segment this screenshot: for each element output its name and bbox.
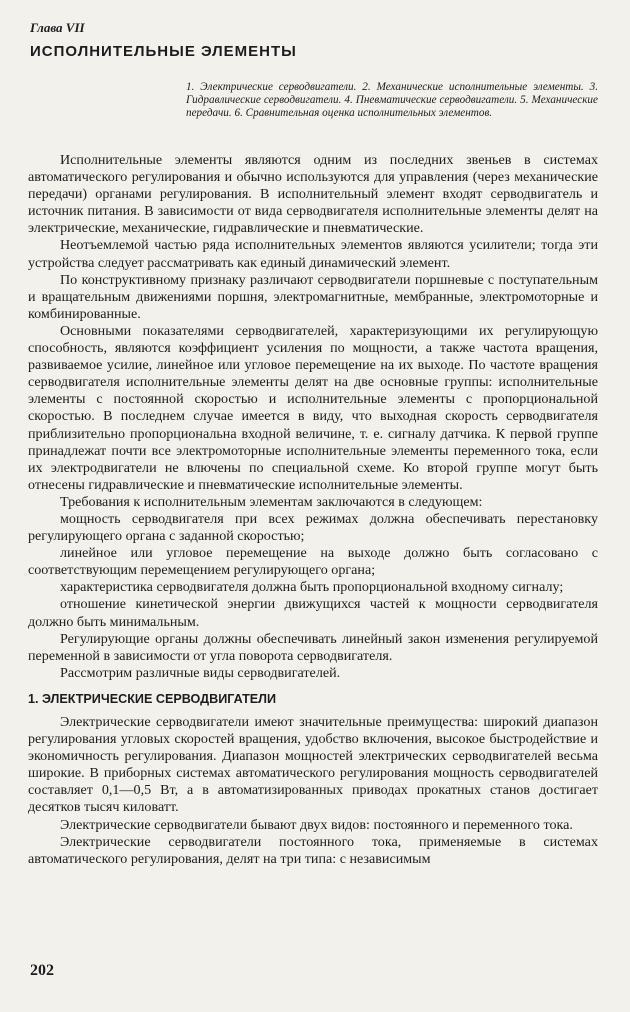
requirement-item: линейное или угловое перемещение на выходе должно быть согласовано с соответствующим перемещением регулирующего органа; (28, 545, 598, 579)
paragraph: Требования к исполнительным элементам заключаются в следующем: (60, 493, 483, 510)
requirement-item: характеристика серводвигателя должна быть пропорциональной входному сигналу; (60, 579, 564, 596)
requirement-item: отношение кинетической энергии движущихся частей к мощности серводвигателя должно быть минимальным. (28, 596, 598, 630)
paragraph: Рассмотрим различные виды серводвигателей. (60, 664, 341, 681)
chapter-title: ИСПОЛНИТЕЛЬНЫЕ ЭЛЕМЕНТЫ (30, 43, 297, 60)
paragraph: Электрические серводвигатели бывают двух видов: постоянного и переменного тока. (60, 816, 573, 833)
paragraph: Исполнительные элементы являются одним из последних звеньев в системах автоматического регулирования и обычно используются для управления (через механические передачи) органами регулирования. В исполнительный элемент входят серводвигатель и источник питания. В зависимости от вида серводвигателя исполнительные элементы делят на электрические, механические, гидравлические и пневматические. (28, 152, 598, 237)
chapter-contents: 1. Электрические серводвигатели. 2. Механические исполнительные элементы. 3. Гидравлические серводвигатели. 4. Пневматические серводвигатели. 5. Механические передачи. 6. Сравнительная оценка исполнительных элементов. (186, 81, 598, 120)
paragraph: Регулирующие органы должны обеспечивать линейный закон изменения регулируемой переменной в зависимости от угла поворота серводвигателя. (28, 630, 598, 664)
paragraph: Электрические серводвигатели имеют значительные преимущества: широкий диапазон регулирования угловых скоростей вращения, удобство включения, высокое быстродействие и экономичность регулирования. Диапазон мощностей электрических серводвигателей весьма широкие. В приборных системах автоматического регулирования мощность серводвигателей составляет 0,1—0,5 Вт, а в автоматизированных приводах прокатных станов достигает десятков тысяч киловатт. (28, 714, 598, 816)
paragraph: Электрические серводвигатели постоянного тока, применяемые в системах автоматического регулирования, делят на три типа: с независимым (28, 833, 598, 867)
paragraph: По конструктивному признаку различают серводвигатели поршневые с поступательным и вращательным движениями поршня, электромагнитные, мембранные, электромоторные и комбинированные. (28, 271, 598, 322)
paragraph: Неотъемлемой частью ряда исполнительных элементов являются усилители; тогда эти устройства следует рассматривать как единый динамический элемент. (28, 237, 598, 271)
page-number: 202 (30, 962, 54, 979)
requirement-item: мощность серводвигателя при всех режимах должна обеспечивать перестановку регулирующего органа с заданной скоростью; (28, 510, 598, 545)
paragraph: Основными показателями серводвигателей, характеризующими их регулирующую способность, являются коэффициент усиления по мощности, а также частота вращения, развиваемое усилие, линейное или угловое перемещение на их выходе. По частоте вращения серводвигателя исполнительные элементы делят на две основные группы: исполнительные элементы с постоянной скоростью и исполнительные элементы с пропорциональной скоростью. В последнем случае имеется в виду, что выходная скорость серводвигателя приблизительно пропорциональна входной величине, т. е. сигналу датчика. К первой группе принадлежат почти все электромоторные исполнительные элементы переменного тока, если их электродвигатели не влючены по специальной схеме. Ко второй группе могут быть отнесены гидравлические и пневматические исполнительные элементы. (28, 322, 598, 493)
body-text (28, 152, 598, 868)
section-title: 1. ЭЛЕКТРИЧЕСКИЕ СЕРВОДВИГАТЕЛИ (28, 691, 277, 706)
chapter-label: Глава VII (30, 20, 85, 35)
